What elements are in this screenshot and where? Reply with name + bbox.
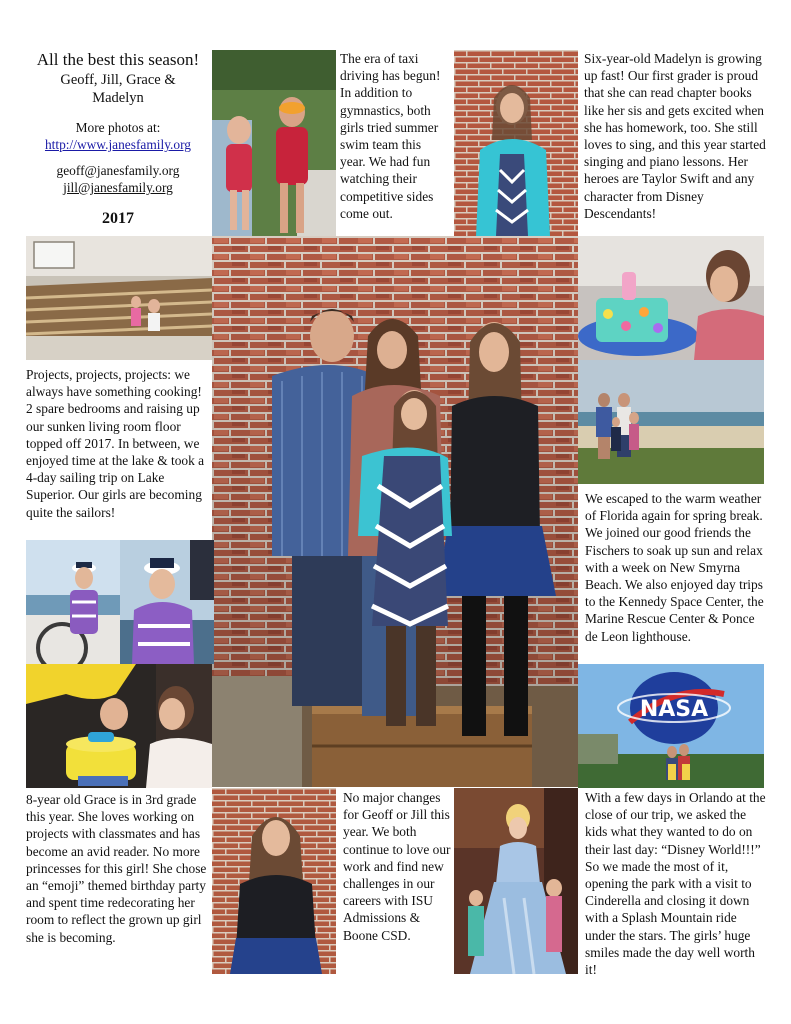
header-block [24,50,212,229]
projects-text: Projects, projects, projects: we always have something cooking! 2 spare bedrooms and raising up our sunken living room floor topped off 2017. In between, we enjoyed time at the lake & took a 4-day sailing trip on Lake Superior. Our girls are becoming quite the sailors! [26,367,205,520]
madelyn-brick-photo [454,50,578,236]
year-label: 2017 [102,210,134,227]
nasa-sign-text: NASA [639,697,709,722]
madelyn-birthday-photo [578,236,764,360]
florida-text: We escaped to the warm weather of Florida again for spring break. We joined our good friends the Fischers to soak up sun and relax with a week on New Smyrna Beach. We also enjoyed day trips to the Kennedy Space Center, the Marine Rescue Center & Ponce de Leon lighthouse. [585,491,764,644]
family-main-photo [212,236,578,787]
parents-text: No major changes for Geoff or Jill this year. We both continue to love our work and find new challenges in our careers with ISU Admissions & Boone CSD. [343,790,451,943]
grace-jacket-photo [212,788,336,974]
madelyn-text: Six-year-old Madelyn is growing up fast! Our first grader is proud that she can read chapter books like her sis and gets excited when she has homework, too. She still loves to sing, and this year started singing and piano lessons. Her heroes are Taylor Swift and any character from Disney Descendants! [584,51,766,221]
family-names: Geoff, Jill, Grace & Madelyn [60,72,176,106]
email-jill: jill@janesfamily.org [63,180,173,195]
sailing-photo-right [120,540,214,664]
greeting-title: All the best this season! [36,50,200,69]
cinderella-photo [454,788,578,974]
swim-team-photo [212,50,336,236]
email-geoff: geoff@janesfamily.org [56,163,180,178]
grace-birthday-photo [26,664,212,788]
grace-text: 8-year old Grace is in 3rd grade this year. She loves working on projects with classmates and has become an avid reader. No more princesses for this girl! She chose an “emoji” themed birthday party and spent time redecorating her room to reflect the grown up girl she is becoming. [26,792,207,945]
photos-link[interactable]: http://www.janesfamily.org [44,137,192,152]
construction-photo [26,236,212,360]
nasa-photo [578,664,764,788]
beach-family-photo [578,360,764,484]
orlando-text: With a few days in Orlando at the close of our trip, we asked the kids what they wanted to do on their last day: “Disney World!!!” So we made the most of it, opening the park with a visit to Cinderella and closing it down with a Splash Mountain ride under the stars. The girls’ huge smiles made the day well worth it! [585,790,766,978]
photos-label: More photos at: [75,120,161,135]
taxi-text: The era of taxi driving has begun! In addition to gymnastics, both girls tried summer swim team this year. We had fun watching their competitive sides come out. [340,51,441,221]
sailing-photo-left [26,540,120,664]
